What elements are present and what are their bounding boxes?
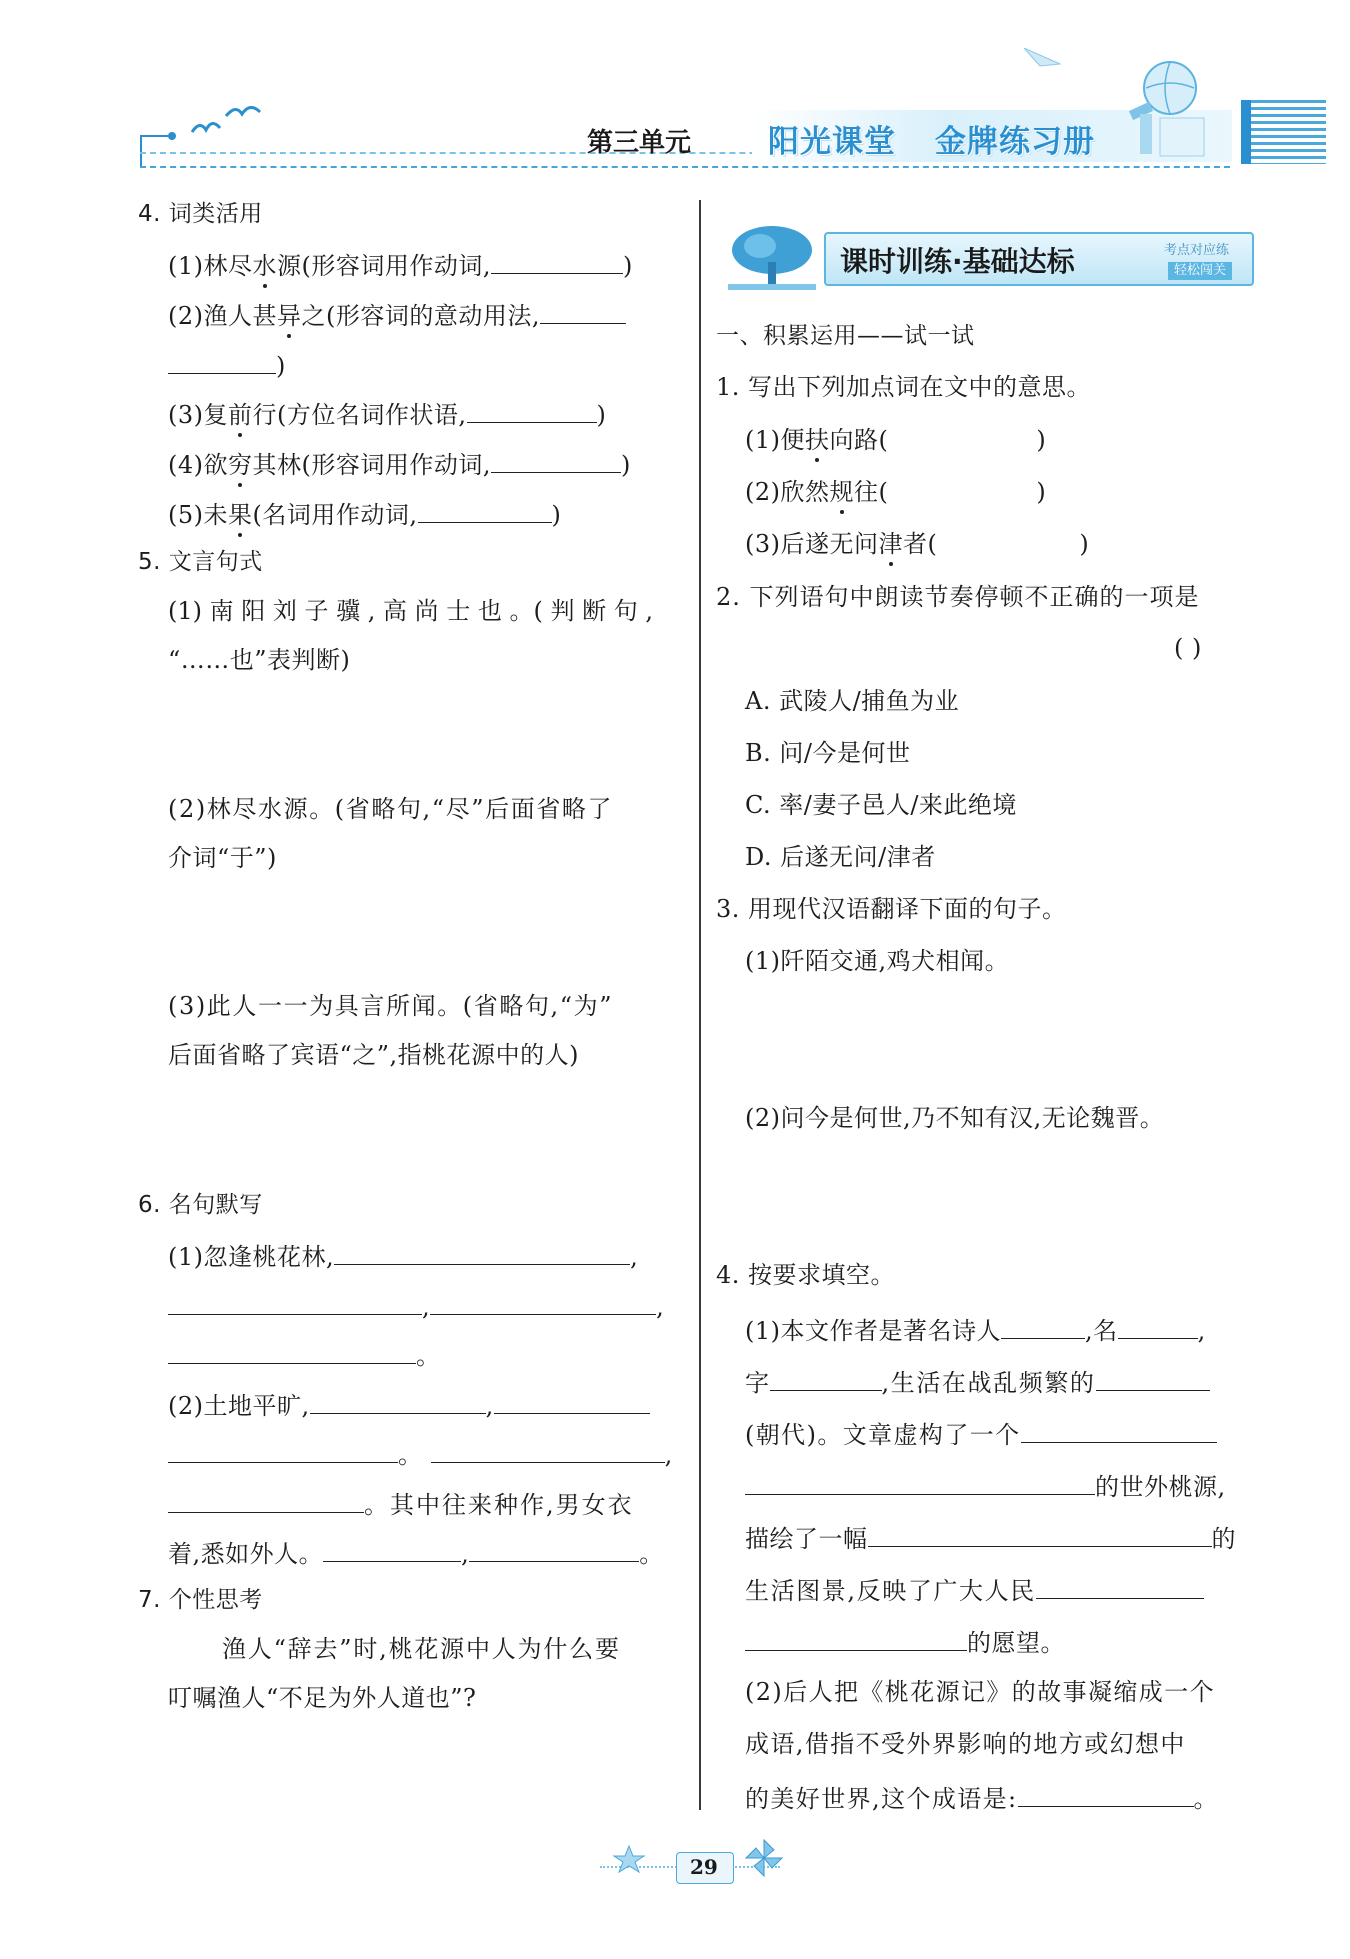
r-q1-item-3-post: 者( [903, 530, 938, 558]
birds-icon [190, 102, 270, 142]
q4-item-5-dot: 果 [228, 501, 253, 529]
section-title: 一、积累运用——试一试 [716, 323, 975, 349]
r-q4-blank-poet[interactable] [1001, 1312, 1085, 1339]
q6-item-2-line-2 [168, 1436, 673, 1471]
r-q3-title: 3. 用现代汉语翻译下面的句子。 [716, 895, 1067, 923]
q7-line-2: 叮嘱渔人“不足为外人道也”? [168, 1684, 477, 1712]
q4-title: 4. 词类活用 [138, 201, 263, 227]
r-q1-item-2 [745, 476, 1046, 508]
r-q4-blank-scene[interactable] [868, 1520, 1212, 1547]
q4-item-4-pre: (4)欲 [168, 451, 228, 479]
r-q4-l5-a: 描绘了一幅 [745, 1525, 868, 1553]
q6-item-2-pre: (2)土地平旷, [168, 1392, 310, 1420]
r-q1-item-2-post: 往( [854, 478, 889, 506]
q4-item-4-post: 其林(形容词用作动词, [252, 451, 491, 479]
q7-title: 7. 个性思考 [138, 1587, 263, 1613]
r-q1-item-1-pre: (1)便 [745, 426, 805, 454]
q6-comma-3: , [656, 1293, 665, 1321]
q7-line-1: 渔人“辞去”时,桃花源中人为什么要 [222, 1635, 621, 1663]
r-q4-line-3 [745, 1416, 1217, 1451]
pinwheel-icon [744, 1838, 784, 1878]
q4-item-2-blank-b[interactable] [168, 347, 276, 374]
q5-item-1-line-2: “……也”表判断) [168, 646, 351, 674]
q4-item-2 [168, 297, 626, 332]
unit-title: 第三单元 [587, 128, 692, 158]
r-q1-item-1-close: ) [1036, 426, 1047, 454]
q4-item-3-blank[interactable] [467, 396, 597, 423]
header-dashed-rule [140, 166, 1230, 168]
r-q1-item-3-dot: 津 [878, 530, 903, 558]
r-q2-bracket[interactable]: ( ) [1174, 634, 1202, 662]
banner-tag-bottom: 轻松闯关 [1168, 262, 1232, 280]
r-q4-l5-b: 的 [1211, 1525, 1236, 1553]
q4-item-1-pre: (1)林尽 [168, 252, 253, 280]
q6-blank-9[interactable] [168, 1486, 364, 1513]
r-q4-blank-world[interactable] [1021, 1416, 1217, 1443]
r-q2-option-c[interactable]: C. 率/妻子邑人/来此绝境 [745, 791, 1017, 819]
r-q4-blank-wish[interactable] [1036, 1572, 1204, 1599]
header-blue-bar [1241, 100, 1251, 164]
q4-item-2-dot: 异 [277, 302, 302, 330]
column-divider [699, 200, 701, 1810]
r-q1-item-1-post: 向路( [829, 426, 889, 454]
q4-item-2-post: 之(形容词的意动用法, [301, 302, 540, 330]
r-q4-l1-c: , [1197, 1317, 1206, 1345]
r-q4-line-8: (2)后人把《桃花源记》的故事凝缩成一个 [745, 1678, 1215, 1706]
r-q4-blank-world-2[interactable] [745, 1468, 1095, 1495]
r-q1-item-3-close: ) [1079, 530, 1090, 558]
r-q4-blank-name[interactable] [1118, 1312, 1198, 1339]
q5-item-1-line-1: (1) 南 阳 刘 子 骥 , 高 尚 士 也 。( 判 断 句 , [168, 597, 654, 625]
r-q4-l1-a: (1)本文作者是著名诗人 [745, 1317, 1001, 1345]
q4-item-1-dot: 水 [252, 252, 277, 280]
q6-blank-10[interactable] [323, 1535, 461, 1562]
r-q4-l4-a: 的世外桃源, [1095, 1473, 1226, 1501]
r-q4-line-2 [745, 1364, 1210, 1399]
r-q4-l3-a: (朝代)。文章虚构了一个 [745, 1421, 1021, 1449]
r-q4-line-7 [745, 1624, 1065, 1659]
r-q1-item-2-close: ) [1036, 478, 1047, 506]
q6-blank-11[interactable] [469, 1535, 639, 1562]
header-line [140, 135, 170, 137]
r-q4-line-5 [745, 1520, 1236, 1555]
q4-item-5-end: ) [551, 501, 562, 529]
q5-title: 5. 文言句式 [138, 549, 263, 575]
page-header [0, 0, 1350, 180]
q5-item-2-line-2: 介词“于”) [168, 844, 277, 872]
r-q4-l2-b: ,生活在战乱频繁的 [881, 1369, 1096, 1397]
r-q2-option-b[interactable]: B. 问/今是何世 [745, 739, 911, 767]
q6-item-2-end: 着,悉如外人。 [168, 1540, 324, 1568]
r-q3-item-1: (1)阡陌交通,鸡犬相闻。 [745, 947, 1010, 975]
q6-period: 。 [416, 1342, 441, 1370]
q4-item-2-blank-a[interactable] [540, 297, 626, 324]
q4-item-2-end: ) [276, 352, 286, 380]
r-q4-l1-b: ,名 [1085, 1317, 1118, 1345]
r-q4-line-10 [745, 1780, 1218, 1815]
q6-item-2-line-4 [168, 1535, 664, 1570]
q6-blank-8[interactable] [431, 1436, 665, 1463]
q6-item-2-mid: 。其中往来种作,男女衣 [364, 1491, 634, 1519]
r-q4-l6-a: 生活图景,反映了广大人民 [745, 1577, 1036, 1605]
r-q2-title: 2. 下列语句中朗读节奏停顿不正确的一项是 [716, 583, 1200, 611]
r-q2-option-a[interactable]: A. 武陵人/捕鱼为业 [745, 687, 960, 715]
q4-item-3-dot: 前 [228, 401, 253, 429]
r-q4-line-1 [745, 1312, 1206, 1347]
r-q3-item-2: (2)问今是何世,乃不知有汉,无论魏晋。 [745, 1104, 1165, 1132]
brand-left: 阳光课堂 [768, 124, 896, 160]
q4-item-4-blank[interactable] [491, 446, 621, 473]
r-q4-l2-a: 字 [745, 1369, 770, 1397]
r-q1-title: 1. 写出下列加点词在文中的意思。 [716, 373, 1092, 401]
q6-blank-3[interactable] [430, 1288, 656, 1315]
r-q4-blank-zi[interactable] [770, 1364, 882, 1391]
q6-item-1-line-3 [168, 1337, 441, 1372]
q5-item-3-line-2: 后面省略了宾语“之”,指桃花源中的人) [168, 1041, 580, 1069]
q4-item-1-blank[interactable] [491, 247, 623, 274]
q6-blank-6[interactable] [494, 1387, 650, 1414]
q4-item-3-pre: (3)复 [168, 401, 228, 429]
r-q4-title: 4. 按要求填空。 [716, 1261, 896, 1289]
q5-item-2-line-1: (2)林尽水源。(省略句,“尽”后面省略了 [168, 795, 614, 823]
r-q4-blank-idiom[interactable] [1018, 1780, 1194, 1807]
page-number: 29 [690, 1855, 718, 1879]
r-q4-blank-era[interactable] [1096, 1364, 1210, 1391]
q6-blank-1[interactable] [334, 1238, 630, 1265]
q6-blank-2[interactable] [168, 1288, 422, 1315]
r-q1-item-1 [745, 424, 1046, 456]
banner-title: 课时训练·基础达标 [840, 245, 1075, 278]
q4-item-5 [168, 496, 561, 531]
q4-item-4-end: ) [621, 451, 631, 479]
lesson-banner [724, 218, 1254, 292]
q6-item-1-pre: (1)忽逢桃花林, [168, 1243, 335, 1271]
q6-comma-6: , [461, 1540, 470, 1568]
q6-item-1-line-2 [168, 1288, 664, 1323]
brand-right: 金牌练习册 [935, 124, 1095, 160]
q6-blank-5[interactable] [310, 1387, 486, 1414]
tree-icon [724, 218, 820, 292]
q4-item-5-post: (名词用作动词, [252, 501, 418, 529]
r-q1-item-3-pre: (3)后遂无问 [745, 530, 879, 558]
q6-period-2: 。 [398, 1441, 431, 1469]
page-footer [560, 1838, 800, 1888]
q4-item-3-post: 行(方位名词作状语, [252, 401, 467, 429]
r-q1-item-2-pre: (2)欣然 [745, 478, 830, 506]
q6-item-2-line-1 [168, 1387, 650, 1422]
q6-comma: , [630, 1243, 639, 1271]
q6-comma-4: , [485, 1392, 494, 1420]
starfish-icon [612, 1844, 646, 1874]
q4-item-4-dot: 穷 [228, 451, 253, 479]
q6-blank-4[interactable] [168, 1337, 416, 1364]
q4-item-1 [168, 247, 633, 282]
r-q4-l10-a: 的美好世界,这个成语是: [745, 1785, 1018, 1813]
r-q1-item-1-dot: 扶 [805, 426, 830, 454]
header-bracket [140, 135, 142, 167]
r-q4-line-4 [745, 1468, 1226, 1503]
q6-period-3: 。 [639, 1540, 664, 1568]
q5-item-3-line-1: (3)此人一一为具言所闻。(省略句,“为” [168, 992, 614, 1020]
q4-item-5-pre: (5)未 [168, 501, 228, 529]
q4-item-3 [168, 396, 606, 431]
q4-item-4 [168, 446, 631, 481]
r-q1-item-3 [745, 528, 1089, 560]
r-q2-option-d[interactable]: D. 后遂无问/津者 [745, 843, 936, 871]
q6-comma-5: , [664, 1441, 673, 1469]
q4-item-3-end: ) [596, 401, 607, 429]
r-q4-l7-a: 的愿望。 [967, 1629, 1065, 1657]
q4-item-2-cont [168, 347, 286, 382]
q4-item-5-blank[interactable] [418, 496, 552, 523]
r-q1-item-2-dot: 规 [829, 478, 854, 506]
q6-title: 6. 名句默写 [138, 1192, 263, 1218]
r-q4-l10-b: 。 [1193, 1785, 1219, 1813]
q4-item-1-end: ) [623, 252, 633, 280]
q4-item-2-pre: (2)渔人甚 [168, 302, 277, 330]
q6-comma-2: , [422, 1293, 431, 1321]
q6-item-2-line-3 [168, 1486, 634, 1521]
globe-telescope-icon [1020, 48, 1220, 163]
header-stripes [1241, 100, 1326, 164]
r-q4-blank-wish-2[interactable] [745, 1624, 967, 1651]
r-q4-line-6 [745, 1572, 1204, 1607]
q6-item-1-line-1 [168, 1238, 638, 1273]
banner-tag-top: 考点对应练 [1164, 243, 1230, 258]
r-q4-line-9: 成语,借指不受外界影响的地方或幻想中 [745, 1730, 1186, 1758]
q6-blank-7[interactable] [168, 1436, 398, 1463]
q4-item-1-post: 源(形容词用作动词, [277, 252, 491, 280]
